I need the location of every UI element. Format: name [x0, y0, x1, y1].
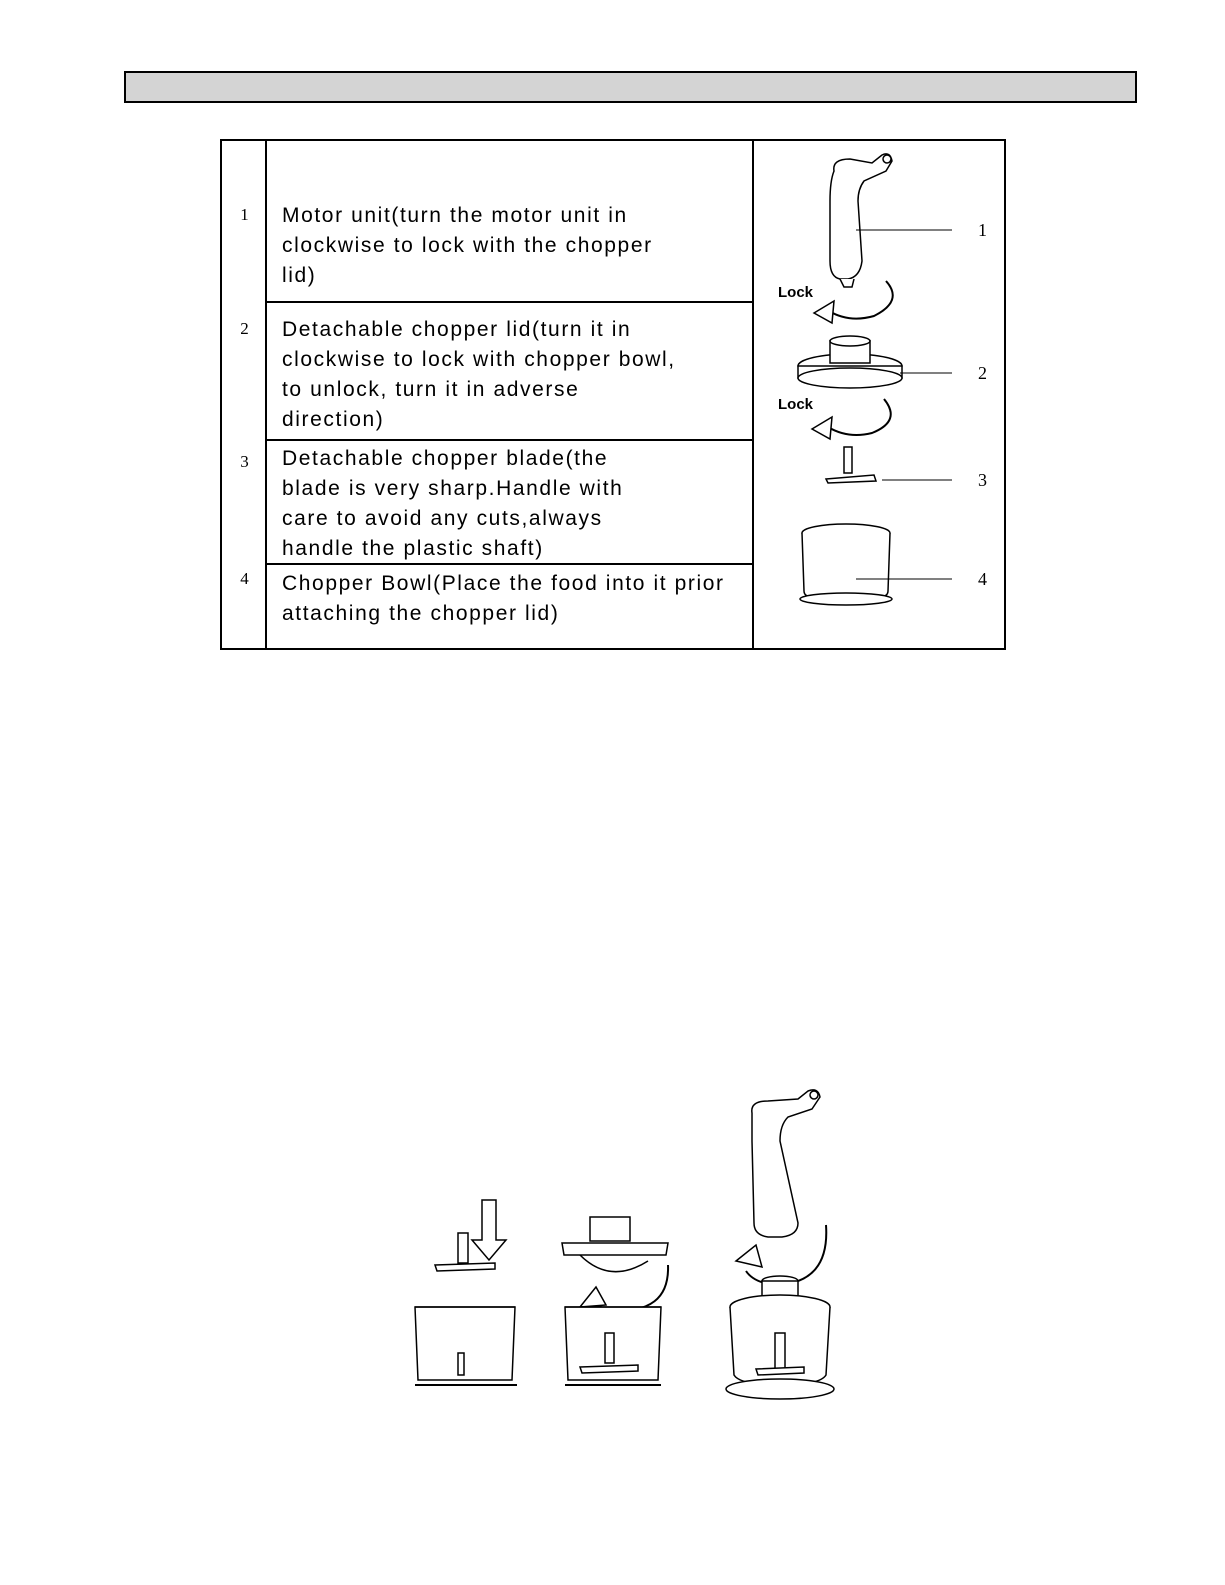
parts-table — [220, 139, 1006, 650]
chopper-bowl-illustration — [800, 524, 892, 605]
part-4-number: 4 — [240, 569, 249, 588]
chopper-lid-illustration — [798, 336, 902, 388]
callout-1: 1 — [978, 220, 987, 240]
step-3-attach-motor — [726, 1090, 834, 1399]
callout-4: 4 — [978, 569, 987, 589]
row-divider — [267, 301, 754, 303]
part-3-description: Detachable chopper blade(the blade is very sharp.Handle with care to avoid any cuts,always handle the plastic shaft) — [282, 447, 624, 560]
callout-2: 2 — [978, 363, 987, 383]
lock-arrow-1 — [814, 281, 893, 323]
lock-arrow-2 — [812, 399, 891, 439]
part-4-description: Chopper Bowl(Place the food into it prior attaching the chopper lid) — [282, 572, 725, 625]
step-2-attach-lid — [562, 1217, 668, 1385]
chopper-blade-illustration — [826, 447, 876, 483]
motor-unit-illustration — [830, 154, 892, 287]
assembly-steps-illustration — [400, 1085, 860, 1415]
row-divider — [267, 439, 754, 441]
exploded-parts-diagram — [754, 141, 1006, 648]
part-2-description: Detachable chopper lid(turn it in clockwise to lock with chopper bowl, to unlock, turn it in adverse direction) — [282, 318, 676, 431]
lock-label-1: Lock — [778, 284, 814, 301]
callout-3: 3 — [978, 470, 987, 490]
part-3-number: 3 — [240, 452, 249, 471]
part-2-number: 2 — [240, 319, 249, 338]
part-1-number: 1 — [240, 205, 249, 224]
part-1-description: Motor unit(turn the motor unit in clockwise to lock with the chopper lid) — [282, 204, 653, 287]
step-1-insert-blade — [415, 1200, 517, 1385]
section-header-bar — [124, 71, 1137, 103]
lock-label-2: Lock — [778, 396, 814, 413]
